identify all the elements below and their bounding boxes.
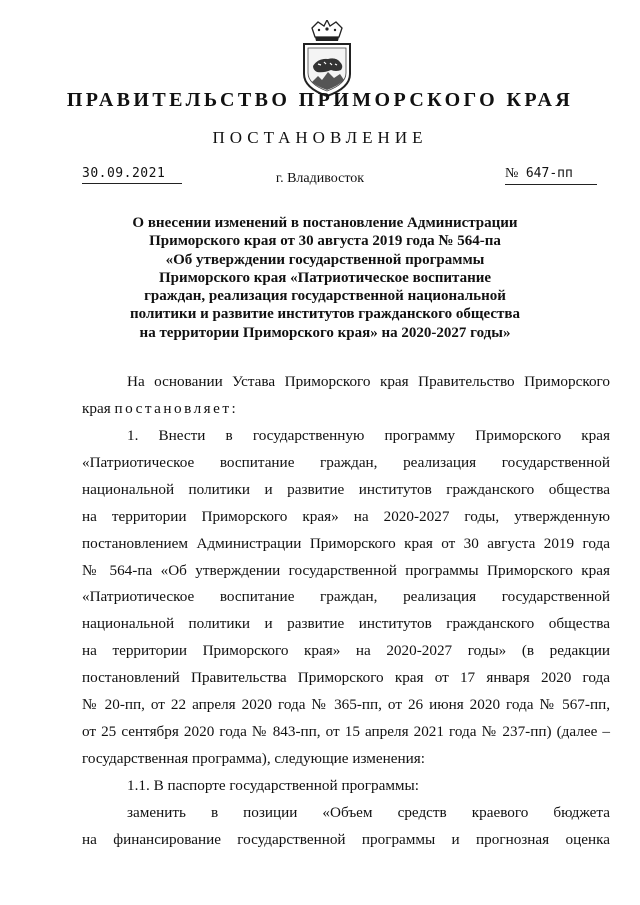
item-line: постановлением Администрации Приморского края от 30 августа 2019 года <box>82 534 610 552</box>
item-line: постановлений Правительства Приморского края от 17 января 2020 года <box>82 669 610 687</box>
number-value: 647-пп <box>525 166 573 181</box>
item-1-paragraph <box>82 423 610 773</box>
item-line: на территории Приморского края» на 2020-2027 годы» (в редакции <box>82 642 610 660</box>
heading-line: Приморского края «Патриотическое воспитание <box>158 269 492 286</box>
item-line: государственная программа), следующие изменения: <box>82 749 425 767</box>
preamble-line: На основании Устава Приморского края Правительство Приморского <box>127 373 610 390</box>
government-title: ПРАВИТЕЛЬСТВО ПРИМОРСКОГО КРАЯ <box>66 89 574 111</box>
item-line: национальной политики и развитие институтов гражданского общества <box>82 615 610 633</box>
heading-line: О внесении изменений в постановление Администрации <box>132 215 518 231</box>
document-number <box>505 166 597 185</box>
preamble-text: края <box>82 399 115 417</box>
document-date: 30.09.2021 <box>82 166 182 184</box>
item-line: «Патриотическое воспитание граждан, реализация государственной <box>82 453 610 471</box>
resolves-word: постановляет: <box>114 399 239 417</box>
heading-line: политики и развитие институтов гражданского общества <box>130 306 520 323</box>
item-line: № 20-пп, от 22 апреля 2020 года № 365-пп, от 26 июня 2020 года № 567-пп, <box>82 696 610 714</box>
item-line: от 25 сентября 2020 года № 843-пп, от 15 апреля 2021 года № 237-пп) (далее – <box>82 722 610 740</box>
item-1-1-paragraph <box>82 773 610 854</box>
heading-line: граждан, реализация государственной национальной <box>144 288 506 305</box>
heading-line: на территории Приморского края» на 2020-2027 годы» <box>139 324 511 341</box>
item-line: национальной политики и развитие институтов гражданского общества <box>82 480 610 498</box>
item-line: «Патриотическое воспитание граждан, реализация государственной <box>82 588 610 606</box>
preamble-line <box>82 396 610 423</box>
document-city: г. Владивосток <box>275 171 365 186</box>
heading-line: «Об утверждении государственной программы <box>165 251 485 268</box>
replace-line: заменить в позиции «Объем средств краевого бюджета <box>127 803 610 821</box>
item-line: на территории Приморского края» на 2020-2027 годы, утвержденную <box>82 507 610 525</box>
item-line: № 564-па «Об утверждении государственной программы Приморского края <box>82 561 610 579</box>
coat-of-arms-icon <box>298 20 356 98</box>
heading-line: Приморского края от 30 августа 2019 года № 564-па <box>149 233 501 250</box>
item-1-1-line: 1.1. В паспорте государственной программы: <box>127 777 419 794</box>
preamble-paragraph <box>82 369 610 423</box>
number-prefix: № <box>505 166 519 181</box>
replace-line: на финансирование государственной программы и прогнозная оценка <box>82 830 610 848</box>
item-line: 1. Внести в государственную программу Приморского края <box>127 427 610 444</box>
document-type: ПОСТАНОВЛЕНИЕ <box>212 128 428 147</box>
document-heading <box>100 214 550 342</box>
